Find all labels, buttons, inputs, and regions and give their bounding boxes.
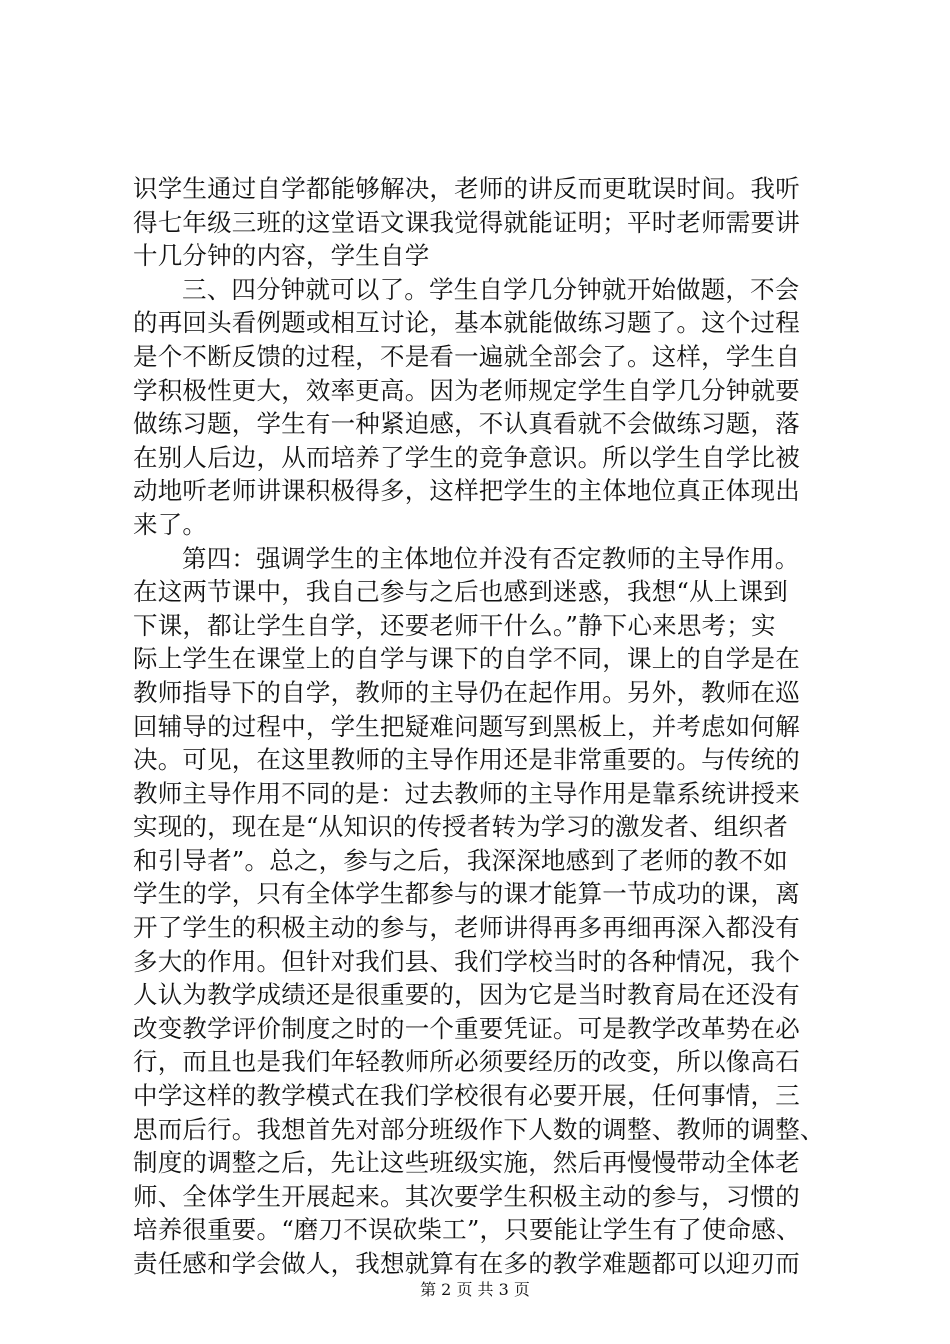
text-line: 开了学生的积极主动的参与，老师讲得再多再细再深入都没有 [133, 913, 800, 943]
text-line: 中学这样的教学模式在我们学校很有必要开展，任何事情，三 [133, 1081, 800, 1111]
text-line: 做练习题，学生有一种紧迫感，不认真看就不会做练习题，落 [133, 409, 800, 439]
text-line: 教师指导下的自学，教师的主导仍在起作用。另外，教师在巡 [133, 677, 800, 707]
text-line: 改变教学评价制度之时的一个重要凭证。可是教学改革势在必 [133, 1013, 800, 1043]
text-line: 来了。 [133, 509, 208, 539]
text-line: 制度的调整之后，先让这些班级实施，然后再慢慢带动全体老 [133, 1148, 800, 1178]
paragraph-start-line: 三、四分钟就可以了。学生自学几分钟就开始做题，不会 [182, 274, 800, 304]
text-line: 思而后行。我想首先对部分班级作下人数的调整、教师的调整、 [133, 1114, 825, 1144]
text-line: 回辅导的过程中，学生把疑难问题写到黑板上，并考虑如何解 [133, 711, 800, 741]
text-line: 实现的，现在是“从知识的传授者转为学习的激发者、组织者 [133, 812, 788, 842]
text-line: 多大的作用。但针对我们县、我们学校当时的各种情况，我个 [133, 946, 800, 976]
document-body [133, 172, 829, 1281]
text-line: 十几分钟的内容，学生自学 [133, 241, 430, 271]
text-line: 际上学生在课堂上的自学与课下的自学不同，课上的自学是在 [133, 644, 800, 674]
text-line: 人认为教学成绩还是很重要的，因为它是当时教育局在还没有 [133, 980, 800, 1010]
text-line: 决。可见，在这里教师的主导作用还是非常重要的。与传统的 [133, 745, 800, 775]
text-line: 识学生通过自学都能够解决，老师的讲反而更耽误时间。我听 [133, 174, 800, 203]
text-line: 行，而且也是我们年轻教师所必须要经历的改变，所以像高石 [133, 1047, 800, 1077]
text-line: 是个不断反馈的过程，不是看一遍就全部会了。这样，学生自 [133, 341, 800, 371]
text-line: 动地听老师讲课积极得多，这样把学生的主体地位真正体现出 [133, 476, 800, 506]
text-line: 下课，都让学生自学，还要老师干什么。”静下心来思考；实 [133, 610, 776, 640]
text-line: 培养很重要。“磨刀不误砍柴工”，只要能让学生有了使命感、 [133, 1215, 801, 1245]
page-number-footer: 第 2 页 共 3 页 [420, 1280, 530, 1299]
text-line: 在这两节课中，我自己参与之后也感到迷惑，我想“从上课到 [133, 577, 788, 607]
text-line: 的再回头看例题或相互讨论，基本就能做练习题了。这个过程 [133, 308, 800, 338]
text-line: 学生的学，只有全体学生都参与的课才能算一节成功的课，离 [133, 879, 800, 909]
text-line: 责任感和学会做人，我想就算有在多的教学难题都可以迎刃而 [133, 1249, 800, 1278]
text-line: 和引导者”。总之，参与之后，我深深地感到了老师的教不如 [133, 845, 788, 875]
text-line: 师、全体学生开展起来。其次要学生积极主动的参与，习惯的 [133, 1181, 800, 1211]
text-line: 得七年级三班的这堂语文课我觉得就能证明；平时老师需要讲 [133, 207, 800, 237]
text-line: 学积极性更大，效率更高。因为老师规定学生自学几分钟就要 [133, 375, 800, 405]
text-line: 在别人后边，从而培养了学生的竞争意识。所以学生自学比被 [133, 442, 800, 472]
text-line: 教师主导作用不同的是：过去教师的主导作用是靠系统讲授来 [133, 778, 800, 808]
paragraph-start-line: 第四：强调学生的主体地位并没有否定教师的主导作用。 [182, 543, 800, 573]
